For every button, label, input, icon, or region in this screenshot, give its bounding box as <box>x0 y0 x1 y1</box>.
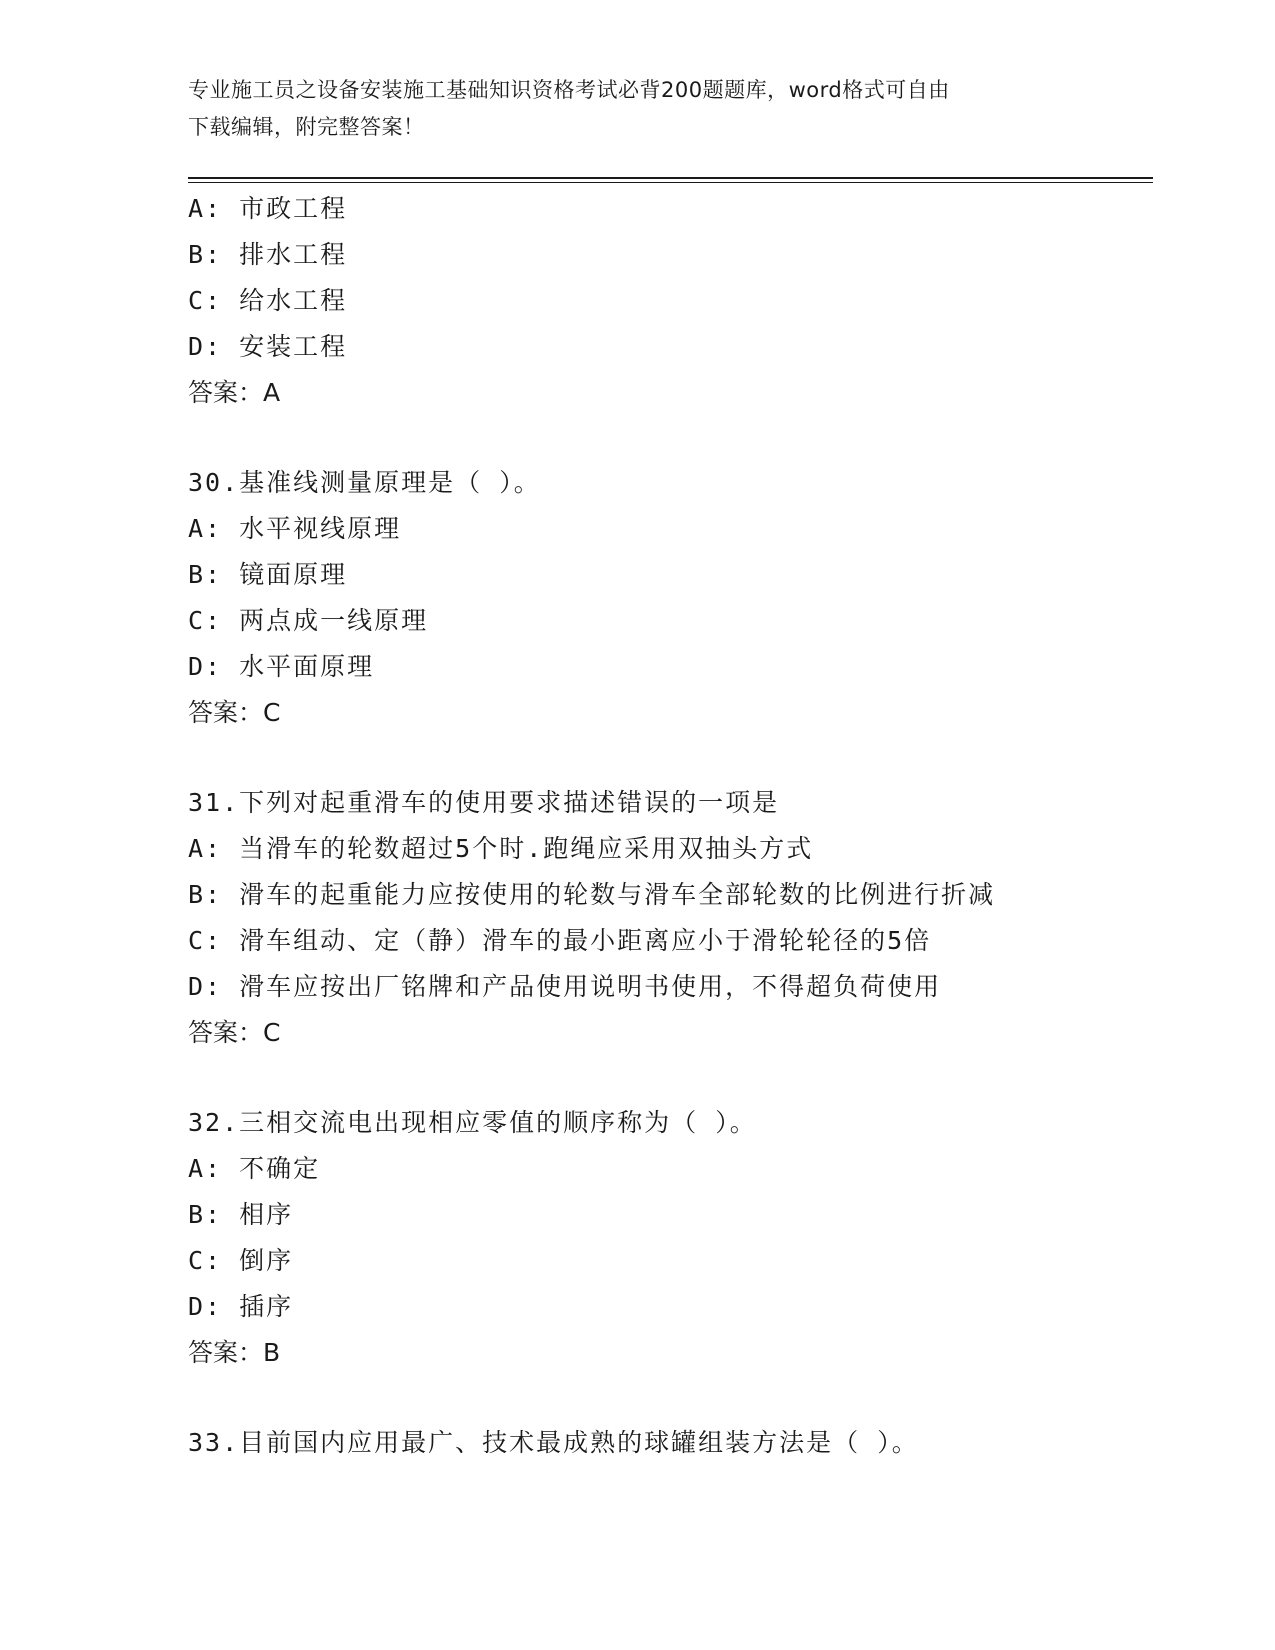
question-29 <box>188 186 1188 416</box>
option-c: C: 给水工程 <box>188 286 348 315</box>
option-a: A: 水平视线原理 <box>188 514 402 543</box>
document-header <box>188 72 1068 146</box>
option-a: A: 当滑车的轮数超过5个时.跑绳应采用双抽头方式 <box>188 834 814 863</box>
option-b: B: 相序 <box>188 1200 294 1229</box>
answer-label: 答案：B <box>188 1338 281 1367</box>
option-c: C: 滑车组动、定（静）滑车的最小距离应小于滑轮轮径的5倍 <box>188 926 932 955</box>
spacer <box>188 416 1188 460</box>
header-divider-thin <box>188 182 1153 183</box>
option-c: C: 两点成一线原理 <box>188 606 429 635</box>
option-b: B: 排水工程 <box>188 240 348 269</box>
option-b: B: 镜面原理 <box>188 560 348 589</box>
option-d: D: 插序 <box>188 1292 294 1321</box>
spacer <box>188 736 1188 780</box>
option-d: D: 安装工程 <box>188 332 348 361</box>
answer-label: 答案：C <box>188 698 281 727</box>
question-30 <box>188 460 1188 736</box>
header-title-line-1: 专业施工员之设备安装施工基础知识资格考试必背200题题库，word格式可自由 <box>188 78 950 102</box>
question-list <box>188 186 1188 1466</box>
question-stem: 32.三相交流电出现相应零值的顺序称为（ ）。 <box>188 1108 757 1137</box>
header-divider-thick <box>188 177 1153 179</box>
option-d: D: 水平面原理 <box>188 652 375 681</box>
question-stem: 30.基准线测量原理是（ ）。 <box>188 468 541 497</box>
option-d: D: 滑车应按出厂铭牌和产品使用说明书使用，不得超负荷使用 <box>188 972 942 1001</box>
option-a: A: 不确定 <box>188 1154 321 1183</box>
spacer <box>188 1376 1188 1420</box>
question-stem: 33.目前国内应用最广、技术最成熟的球罐组装方法是（ ）。 <box>188 1428 919 1457</box>
answer-label: 答案：C <box>188 1018 281 1047</box>
spacer <box>188 1056 1188 1100</box>
question-32 <box>188 1100 1188 1376</box>
question-stem: 31.下列对起重滑车的使用要求描述错误的一项是 <box>188 788 780 817</box>
option-a: A: 市政工程 <box>188 194 348 223</box>
option-c: C: 倒序 <box>188 1246 294 1275</box>
header-title-line-2: 下载编辑，附完整答案！ <box>188 115 425 139</box>
option-b: B: 滑车的起重能力应按使用的轮数与滑车全部轮数的比例进行折减 <box>188 880 996 909</box>
answer-label: 答案：A <box>188 378 281 407</box>
question-33 <box>188 1420 1188 1466</box>
question-31 <box>188 780 1188 1056</box>
